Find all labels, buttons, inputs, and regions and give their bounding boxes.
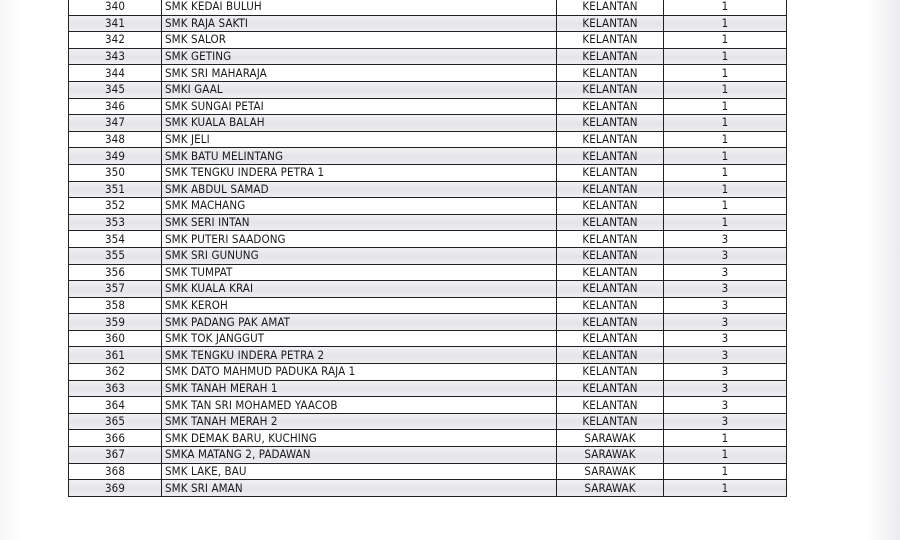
state-cell: KELANTAN — [557, 181, 664, 198]
table-row — [69, 48, 787, 65]
state-cell: KELANTAN — [557, 81, 664, 98]
scan-margin-right — [866, 0, 900, 540]
table-row — [69, 148, 787, 165]
school-allocation-table — [68, 0, 787, 497]
table-row — [69, 81, 787, 98]
state-cell: KELANTAN — [557, 48, 664, 65]
row-number-cell: 356 — [69, 264, 162, 281]
table-row — [69, 364, 787, 381]
row-number-cell: 361 — [69, 347, 162, 364]
school-name-cell: SMK JELI — [162, 131, 557, 148]
state-cell: KELANTAN — [557, 148, 664, 165]
row-number-cell: 369 — [69, 480, 162, 497]
count-cell: 3 — [664, 247, 787, 264]
row-number-cell: 348 — [69, 131, 162, 148]
row-number-cell: 365 — [69, 413, 162, 430]
table-row — [69, 347, 787, 364]
scan-margin-left — [0, 0, 20, 540]
row-number-cell: 341 — [69, 15, 162, 32]
table-row — [69, 15, 787, 32]
state-cell: KELANTAN — [557, 0, 664, 15]
row-number-cell: 366 — [69, 430, 162, 447]
state-cell: KELANTAN — [557, 65, 664, 82]
school-name-cell: SMK GETING — [162, 48, 557, 65]
table-row — [69, 297, 787, 314]
school-name-cell: SMK TANAH MERAH 1 — [162, 380, 557, 397]
school-name-cell: SMK TUMPAT — [162, 264, 557, 281]
table-row — [69, 314, 787, 331]
school-name-cell: SMK KEDAI BULUH — [162, 0, 557, 15]
school-name-cell: SMK KUALA BALAH — [162, 115, 557, 132]
table-body — [69, 0, 787, 496]
count-cell: 1 — [664, 65, 787, 82]
school-name-cell: SMK SUNGAI PETAI — [162, 98, 557, 115]
school-name-cell: SMK PUTERI SAADONG — [162, 231, 557, 248]
row-number-cell: 352 — [69, 198, 162, 215]
table-row — [69, 231, 787, 248]
count-cell: 1 — [664, 164, 787, 181]
count-cell: 3 — [664, 281, 787, 298]
school-name-cell: SMK SRI MAHARAJA — [162, 65, 557, 82]
state-cell: KELANTAN — [557, 15, 664, 32]
table-row — [69, 131, 787, 148]
row-number-cell: 346 — [69, 98, 162, 115]
count-cell: 3 — [664, 347, 787, 364]
school-name-cell: SMK SRI AMAN — [162, 480, 557, 497]
table-row — [69, 115, 787, 132]
count-cell: 1 — [664, 181, 787, 198]
school-name-cell: SMK TENGKU INDERA PETRA 2 — [162, 347, 557, 364]
school-name-cell: SMK TOK JANGGUT — [162, 330, 557, 347]
row-number-cell: 354 — [69, 231, 162, 248]
school-name-cell: SMK TANAH MERAH 2 — [162, 413, 557, 430]
school-name-cell: SMK TAN SRI MOHAMED YAACOB — [162, 397, 557, 414]
school-name-cell: SMK TENGKU INDERA PETRA 1 — [162, 164, 557, 181]
table-row — [69, 463, 787, 480]
count-cell: 3 — [664, 330, 787, 347]
school-name-cell: SMK KEROH — [162, 297, 557, 314]
count-cell: 1 — [664, 430, 787, 447]
row-number-cell: 368 — [69, 463, 162, 480]
state-cell: KELANTAN — [557, 330, 664, 347]
school-name-cell: SMK KUALA KRAI — [162, 281, 557, 298]
row-number-cell: 349 — [69, 148, 162, 165]
school-name-cell: SMK SRI GUNUNG — [162, 247, 557, 264]
school-name-cell: SMK ABDUL SAMAD — [162, 181, 557, 198]
school-name-cell: SMK RAJA SAKTI — [162, 15, 557, 32]
table-row — [69, 198, 787, 215]
row-number-cell: 360 — [69, 330, 162, 347]
row-number-cell: 340 — [69, 0, 162, 15]
state-cell: KELANTAN — [557, 98, 664, 115]
count-cell: 1 — [664, 115, 787, 132]
table-row — [69, 330, 787, 347]
row-number-cell: 350 — [69, 164, 162, 181]
count-cell: 1 — [664, 131, 787, 148]
count-cell: 3 — [664, 264, 787, 281]
state-cell: KELANTAN — [557, 231, 664, 248]
count-cell: 1 — [664, 447, 787, 464]
table-row — [69, 65, 787, 82]
row-number-cell: 355 — [69, 247, 162, 264]
state-cell: KELANTAN — [557, 281, 664, 298]
table-row — [69, 264, 787, 281]
count-cell: 1 — [664, 32, 787, 49]
table-row — [69, 181, 787, 198]
school-name-cell: SMK PADANG PAK AMAT — [162, 314, 557, 331]
count-cell: 1 — [664, 15, 787, 32]
count-cell: 1 — [664, 198, 787, 215]
state-cell: KELANTAN — [557, 164, 664, 181]
row-number-cell: 363 — [69, 380, 162, 397]
count-cell: 1 — [664, 98, 787, 115]
table-row — [69, 397, 787, 414]
school-name-cell: SMK LAKE, BAU — [162, 463, 557, 480]
count-cell: 3 — [664, 397, 787, 414]
count-cell: 1 — [664, 0, 787, 15]
state-cell: KELANTAN — [557, 297, 664, 314]
row-number-cell: 353 — [69, 214, 162, 231]
school-name-cell: SMK DEMAK BARU, KUCHING — [162, 430, 557, 447]
state-cell: KELANTAN — [557, 32, 664, 49]
state-cell: SARAWAK — [557, 480, 664, 497]
count-cell: 3 — [664, 413, 787, 430]
state-cell: KELANTAN — [557, 364, 664, 381]
state-cell: SARAWAK — [557, 447, 664, 464]
state-cell: SARAWAK — [557, 430, 664, 447]
row-number-cell: 359 — [69, 314, 162, 331]
state-cell: KELANTAN — [557, 131, 664, 148]
table-row — [69, 164, 787, 181]
row-number-cell: 344 — [69, 65, 162, 82]
school-name-cell: SMK BATU MELINTANG — [162, 148, 557, 165]
table-row — [69, 480, 787, 497]
school-name-cell: SMK SERI INTAN — [162, 214, 557, 231]
state-cell: KELANTAN — [557, 198, 664, 215]
row-number-cell: 347 — [69, 115, 162, 132]
state-cell: KELANTAN — [557, 214, 664, 231]
count-cell: 1 — [664, 480, 787, 497]
row-number-cell: 351 — [69, 181, 162, 198]
state-cell: SARAWAK — [557, 463, 664, 480]
count-cell: 1 — [664, 214, 787, 231]
table-row — [69, 413, 787, 430]
state-cell: KELANTAN — [557, 247, 664, 264]
row-number-cell: 358 — [69, 297, 162, 314]
row-number-cell: 362 — [69, 364, 162, 381]
school-name-cell: SMKA MATANG 2, PADAWAN — [162, 447, 557, 464]
count-cell: 3 — [664, 231, 787, 248]
row-number-cell: 343 — [69, 48, 162, 65]
count-cell: 3 — [664, 364, 787, 381]
count-cell: 1 — [664, 463, 787, 480]
school-name-cell: SMK MACHANG — [162, 198, 557, 215]
row-number-cell: 357 — [69, 281, 162, 298]
state-cell: KELANTAN — [557, 397, 664, 414]
state-cell: KELANTAN — [557, 347, 664, 364]
count-cell: 3 — [664, 314, 787, 331]
state-cell: KELANTAN — [557, 115, 664, 132]
school-name-cell: SMK SALOR — [162, 32, 557, 49]
table-row — [69, 32, 787, 49]
table-row — [69, 98, 787, 115]
count-cell: 1 — [664, 48, 787, 65]
count-cell: 1 — [664, 81, 787, 98]
row-number-cell: 364 — [69, 397, 162, 414]
school-name-cell: SMKI GAAL — [162, 81, 557, 98]
table-row — [69, 281, 787, 298]
row-number-cell: 342 — [69, 32, 162, 49]
state-cell: KELANTAN — [557, 380, 664, 397]
table-row — [69, 0, 787, 15]
row-number-cell: 345 — [69, 81, 162, 98]
state-cell: KELANTAN — [557, 264, 664, 281]
table-row — [69, 247, 787, 264]
count-cell: 1 — [664, 148, 787, 165]
state-cell: KELANTAN — [557, 413, 664, 430]
state-cell: KELANTAN — [557, 314, 664, 331]
row-number-cell: 367 — [69, 447, 162, 464]
count-cell: 3 — [664, 380, 787, 397]
table-row — [69, 380, 787, 397]
table-row — [69, 447, 787, 464]
count-cell: 3 — [664, 297, 787, 314]
table-row — [69, 430, 787, 447]
table-row — [69, 214, 787, 231]
school-name-cell: SMK DATO MAHMUD PADUKA RAJA 1 — [162, 364, 557, 381]
